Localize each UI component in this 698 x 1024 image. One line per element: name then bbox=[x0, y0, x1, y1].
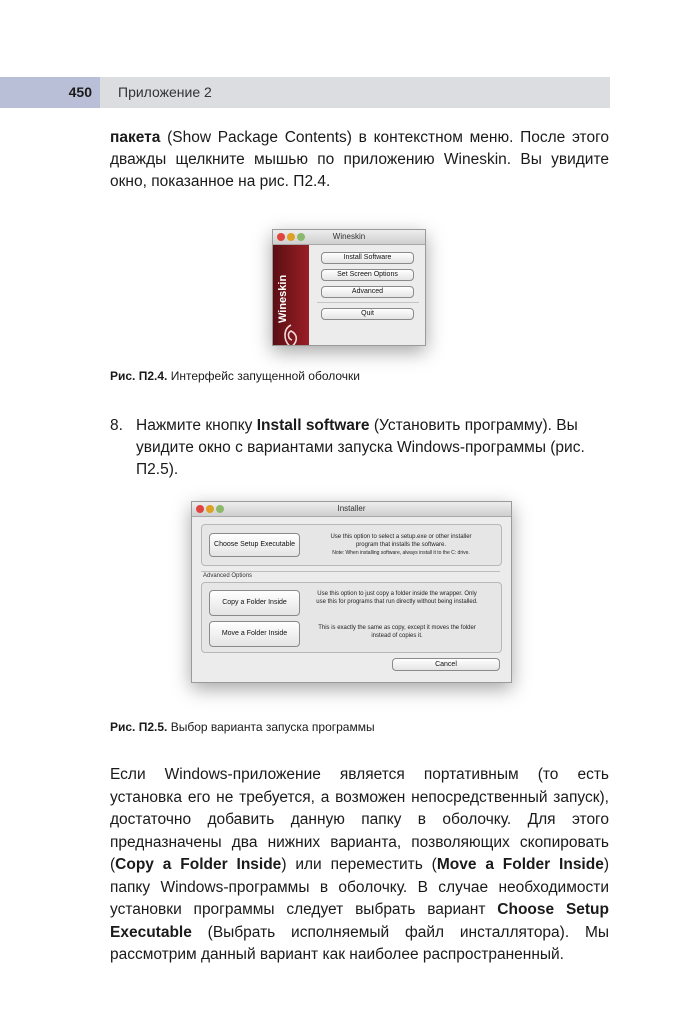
figure2-caption-label: Рис. П2.5. bbox=[110, 720, 168, 734]
choose-setup-executable-button[interactable]: Choose Setup Executable bbox=[209, 533, 300, 557]
choose-desc-line-2: program that installs the software. bbox=[355, 542, 447, 548]
final-text-1: Если Windows-приложение является портативным (то есть установка его не требуется, а возможен непосредственный запуск), достаточно добавить данную папку в оболочку. Для этого предназначены два нижних варианта, позволяющих скопировать ( bbox=[110, 766, 609, 873]
advanced-options-legend: Advanced Options bbox=[203, 573, 253, 579]
wineskin-side-panel bbox=[273, 245, 309, 345]
final-text-3: ) папку Windows-программы в оболочку. В случае необходимости установки программы следует выбрать вариант bbox=[110, 856, 609, 918]
advanced-options-group bbox=[201, 582, 502, 653]
close-icon[interactable] bbox=[277, 233, 285, 241]
choose-setup-description bbox=[306, 533, 496, 557]
step8-bold: Install software bbox=[256, 417, 370, 434]
move-folder-inside-button[interactable]: Move a Folder Inside bbox=[209, 621, 300, 647]
install-software-button[interactable]: Install Software bbox=[321, 252, 414, 264]
intro-text: (Show Package Contents) в контекстном меню. После этого дважды щелкните мышью по приложению Wineskin. Вы увидите окно, показанное на рис. П2.4. bbox=[110, 129, 609, 190]
final-bold-move: Move a Folder Inside bbox=[436, 856, 604, 873]
intro-paragraph bbox=[110, 127, 609, 193]
wineskin-titlebar bbox=[273, 230, 425, 245]
move-folder-description: This is exactly the same as copy, except it moves the folder instead of copies it. bbox=[318, 625, 476, 639]
divider bbox=[201, 571, 500, 572]
final-text-2: ) или переместить ( bbox=[281, 856, 437, 873]
figure1-caption-label: Рис. П2.4. bbox=[110, 369, 168, 383]
figure1-caption-text: Интерфейс запущенной оболочки bbox=[167, 369, 361, 383]
copy-folder-inside-button[interactable]: Copy a Folder Inside bbox=[209, 590, 300, 616]
figure2-caption bbox=[110, 720, 375, 734]
final-text-4: (Выбрать исполняемый файл инсталлятора). Мы рассмотрим данный вариант как наиболее распространенный. bbox=[110, 923, 609, 963]
choose-desc-line-1: Use this option to select a setup.exe or other installer bbox=[330, 534, 472, 540]
cancel-button[interactable]: Cancel bbox=[392, 658, 500, 671]
zoom-icon[interactable] bbox=[297, 233, 305, 241]
minimize-icon[interactable] bbox=[287, 233, 295, 241]
copy-folder-description: Use this option to just copy a folder inside the wrapper. Only use this for programs that run directly without being installed. bbox=[316, 591, 478, 605]
step8-text-before: Нажмите кнопку bbox=[136, 417, 257, 434]
page-number: 450 bbox=[0, 77, 100, 108]
installer-window-title: Installer bbox=[337, 504, 366, 513]
close-icon[interactable] bbox=[196, 505, 204, 513]
list-item-text bbox=[136, 415, 609, 481]
quit-button[interactable]: Quit bbox=[321, 308, 414, 320]
divider bbox=[317, 302, 419, 303]
choose-desc-note: Note: When installing software, always install it to the C: drive. bbox=[332, 550, 470, 556]
running-header bbox=[0, 77, 610, 108]
final-bold-choose: Choose Setup Executable bbox=[110, 901, 609, 941]
advanced-button[interactable]: Advanced bbox=[321, 286, 414, 298]
set-screen-options-button[interactable]: Set Screen Options bbox=[321, 269, 414, 281]
choose-setup-group bbox=[201, 524, 502, 566]
chapter-title: Приложение 2 bbox=[118, 84, 212, 100]
final-paragraph bbox=[110, 764, 609, 967]
figure2-caption-text: Выбор варианта запуска программы bbox=[167, 720, 375, 734]
wineskin-window-title: Wineskin bbox=[332, 232, 366, 241]
step8-text-after: (Установить программу). Вы увидите окно с вариантами запуска Windows-программы (рис. П2.5). bbox=[136, 417, 585, 478]
figure1-caption bbox=[110, 369, 360, 383]
intro-bold: пакета bbox=[110, 129, 161, 146]
final-bold-copy: Copy a Folder Inside bbox=[115, 856, 282, 873]
list-number: 8. bbox=[110, 417, 123, 434]
zoom-icon[interactable] bbox=[216, 505, 224, 513]
wineskin-side-label: Wineskin bbox=[277, 274, 289, 323]
installer-window bbox=[191, 501, 512, 683]
installer-titlebar bbox=[192, 502, 511, 517]
minimize-icon[interactable] bbox=[206, 505, 214, 513]
wineskin-swirl-icon bbox=[279, 321, 303, 345]
wineskin-window bbox=[272, 229, 426, 346]
